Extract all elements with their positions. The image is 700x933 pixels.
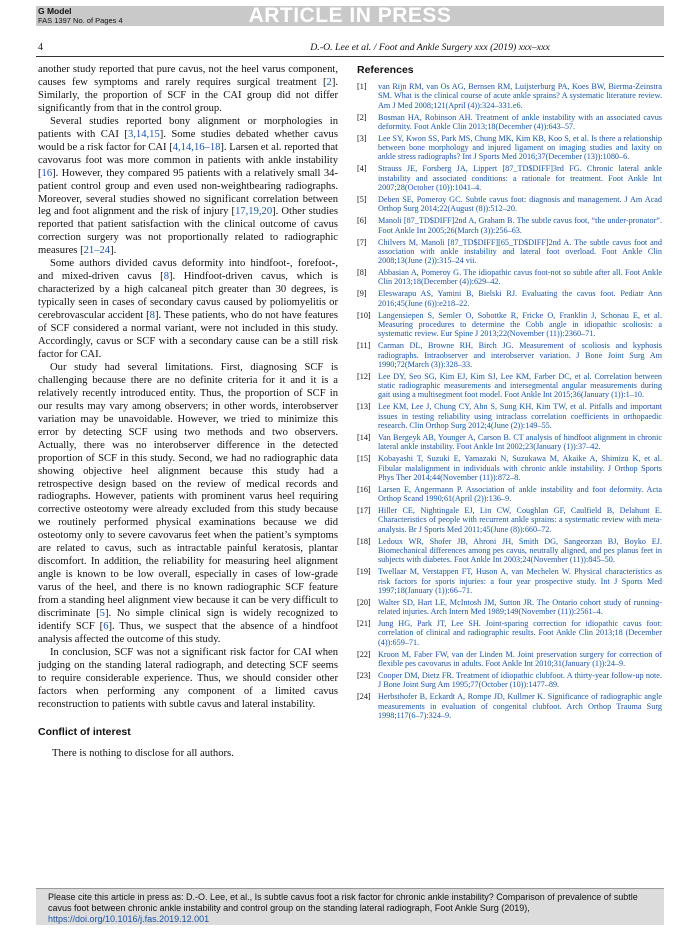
reference-number: [8] xyxy=(357,268,367,278)
citation-link[interactable]: 17,19,20 xyxy=(235,206,273,218)
reference-number: [2] xyxy=(357,112,367,122)
reference-text[interactable]: Twellaar M, Verstappen FT, Huson A, van Mechelen W. Physical characteristics as risk factors for sports injuries: a four year prospective study. Int J Sports Med 1997;18(January (1)):66–71. xyxy=(378,567,662,595)
journal-code: FAS 1397 No. of Pages 4 xyxy=(38,16,123,25)
running-head: D.-O. Lee et al. / Foot and Ankle Surgery xxx (2019) xxx–xxx xyxy=(310,42,550,53)
reference-number: [12] xyxy=(357,371,371,381)
citation-text: Please cite this article in press as: D.-O. Lee, et al., Is subtle cavus foot a risk factor for chronic ankle instability? Comparison of prevalence of subtle cavus foot between chronic ankle instability and control group on the standing lateral radiograph, Foot Ankle Surg (2019), xyxy=(48,892,638,913)
reference-text[interactable]: Van Bergeyk AB, Younger A, Carson B. CT analysis of hindfoot alignment in chronic lateral ankle instability. Foot Ankle Int 2002;23(January (1)):37–42. xyxy=(378,433,662,452)
reference-text[interactable]: Manoli [87_TD$DIFF]2nd A, Graham B. The subtle cavus foot, “the under-pronator”. Foot Ankle Int 2005;26(March (3)):256–63. xyxy=(378,216,662,235)
reference-item xyxy=(357,216,662,235)
paragraph: another study reported that pure cavus, not the heel varus component, causes few symptoms and rarely requires surgical treatment [2]. Similarly, the proportion of SCF in the CAI group did not differ significantly from that in the control group. xyxy=(38,64,338,114)
reference-text[interactable]: Lee KM, Lee J, Chung CY, Ahn S, Sung KH, Kim TW, et al. Pitfalls and important issues in testing reliability using intraclass correlation coefficients in orthopaedic research. Clin Orthop Surg 2012;4(June (2)):149–55. xyxy=(378,402,662,431)
reference-text[interactable]: van Rijn RM, van Os AG, Bernsen RM, Luijsterburg PA, Koes BW, Bierma-Zeinstra SM. What is the clinical course of acute ankle sprains? A systematic literature review. Am J Med 2008;121(April (4)):324–331.e6. xyxy=(378,82,662,110)
reference-item xyxy=(357,598,662,617)
reference-item xyxy=(357,485,662,504)
header-rule xyxy=(36,56,664,57)
reference-item xyxy=(357,619,662,647)
reference-number: [5] xyxy=(357,195,367,205)
reference-item xyxy=(357,402,662,430)
reference-text[interactable]: Strauss JE, Forsberg JA, Lippert [87_TD$DIFF]3rd FG. Chronic lateral ankle instability and associated conditions: a rationale for treatment. Foot Ankle Int 2007;28(October (10)):1041–4. xyxy=(378,164,662,193)
reference-item xyxy=(357,289,662,308)
paragraph: Our study had several limitations. First, diagnosing SCF is challenging because there are no definite criteria for it and it is a relatively recently introduced entity. Thus, the proportion of SCF in our results may vary among observers; in other words, interobserver variation may be unavoidable. However, we tried to minimize this error by detecting SCF using two methods and two observers. Actually, there was no interobserver difference in the detected proportion of SCF in this study. Second, we had no radiographic data showing objective heel alignment because this study had a retrospective design based on the review of medical records and radiographs. However, patients with prominent varus heel requiring corrective osteotomy were already excluded from this study because we routinely performed physical examinations because we did osteotomy only to severe cavovarus feet when the patient’s symptoms are related to cavus, such as intractable painful keratosis, plantar discomfort. In addition, the reliability for measuring heel alignment angle is known to be low overall, especially in cases of low-grade varus of the heel, and there is no known radiographic SCF feature from a standing heel alignment view because it can be very difficult to discriminate [5]. No simple clinical sign is widely recognized to identify SCF [6]. Thus, we suspect that the absence of a hindfoot analysis affected the outcome of this study. xyxy=(38,361,338,645)
reference-item xyxy=(357,650,662,669)
reference-number: [14] xyxy=(357,433,371,443)
reference-text[interactable]: Hiller CE, Nightingale EJ, Lin CW, Coughlan GF, Caulfield B, Delahunt E. Characteristics of people with recurrent ankle sprains: a systematic review with meta-analysis. Br J Sports Med 2011;45(June (8)):660–72. xyxy=(378,506,662,534)
doi-link[interactable]: https://doi.org/10.1016/j.fas.2019.12.001 xyxy=(48,914,210,924)
reference-text[interactable]: Langensiepen S, Semler O, Sobottke R, Fricke O, Franklin J, Schonau E, et al. Measuring procedures to determine the Cobb angle in idiopathic scoliosis: a systematic review. Eur Spine J 2013;22(November (11)):2360–71. xyxy=(378,310,662,339)
reference-text[interactable]: Bosman HA, Robinson AH. Treatment of ankle instability with an associated cavus deformity. Foot Ankle Clin 2013;18(December (4)):643–57. xyxy=(378,112,662,131)
conflict-of-interest-text: There is nothing to disclose for all authors. xyxy=(52,747,234,759)
citation-link[interactable]: 8 xyxy=(149,310,155,322)
citation-footer xyxy=(36,888,664,925)
reference-item xyxy=(357,341,662,369)
reference-number: [4] xyxy=(357,164,367,174)
article-status: ARTICLE IN PRESS xyxy=(248,4,452,27)
reference-number: [24] xyxy=(357,692,371,702)
reference-text[interactable]: Deben SE, Pomeroy GC. Subtle cavus foot: diagnosis and management. J Am Acad Orthop Surg 2014;22(August (8)):512–20. xyxy=(378,195,662,214)
citation-link[interactable]: 5 xyxy=(99,608,105,620)
reference-number: [7] xyxy=(357,237,367,247)
citation-link[interactable]: 8 xyxy=(163,271,169,283)
model-label: G Model xyxy=(38,6,72,16)
reference-number: [13] xyxy=(357,402,371,412)
reference-item xyxy=(357,692,662,720)
reference-item xyxy=(357,113,662,132)
reference-item xyxy=(357,268,662,287)
conflict-of-interest-heading: Conflict of interest xyxy=(38,725,131,738)
reference-number: [6] xyxy=(357,216,367,226)
reference-text[interactable]: Chilvers M, Manoli [87_TD$DIFF][65_TD$DIFF]2nd A. The subtle cavus foot and association with ankle instability and lateral foot overload. Foot Ankle Clin 2008;13(June (2)):315–24 vii. xyxy=(378,237,662,266)
reference-text[interactable]: Walter SD, Hart LE, McIntosh JM, Sutton JR. The Ontario cohort study of running-related injuries. Arch Intern Med 1989;149(November (11)):2561–4. xyxy=(378,597,662,617)
paragraph: Some authors divided cavus deformity into hindfoot-, forefoot-, and mixed-driven cavus [8]. Hindfoot-driven cavus, which is characterized by a high calcaneal pitch greater than 30 degrees, is typically seen in cases of secondary cavus caused by poliomyelitis or cerebrovascular accident [8]. These patients, who do not have features of SCF considered a normal variant, were not included in this study. Accordingly, cavus or SCF with a secondary cause can be a still risk factor for CAI. xyxy=(38,258,338,360)
reference-number: [18] xyxy=(357,536,371,546)
reference-number: [1] xyxy=(357,82,367,91)
reference-text[interactable]: Herbsthofer B, Eckardt A, Rompe JD, Kullmer K. Significance of radiographic angle measurements in evaluation of congenital clubfoot. Arch Orthop Trauma Surg 1998;117(6–7):324–9. xyxy=(378,692,662,720)
citation-link[interactable]: 21–24 xyxy=(83,245,111,257)
reference-item xyxy=(357,238,662,266)
reference-item xyxy=(357,164,662,192)
reference-number: [16] xyxy=(357,484,371,494)
citation-link[interactable]: 6 xyxy=(103,620,109,632)
reference-text[interactable]: Kobayashi T, Suzuki E, Yamazaki N, Suzukawa M, Akaike A, Shimizu K, et al. Fibular malalignment in individuals with chronic ankle instability. J Orthop Sports Phys Ther 2014;44(November (11)):872–8. xyxy=(378,454,662,482)
reference-text[interactable]: Kroon M, Faber FW, van der Linden M. Joint preservation surgery for correction of flexible pes cavovarus in adults. Foot Ankle Int 2010;31(January (1)):24–9. xyxy=(378,649,662,669)
reference-item xyxy=(357,311,662,339)
reference-text[interactable]: Eleswarapu AS, Yamini B, Bielski RJ. Evaluating the cavus foot. Pediatr Ann 2016;45(June (6)):e218–22. xyxy=(378,289,662,308)
citation-link[interactable]: 16 xyxy=(41,167,53,179)
citation-link[interactable]: 3,14,15 xyxy=(127,128,160,140)
reference-text[interactable]: Jung HG, Park JT, Lee SH. Joint-sparing correction for idiopathic cavus foot: correlation of clinical and radiographic results. Foot Ankle Clin 2013;18 (December (4)):659–71. xyxy=(378,619,662,647)
reference-item xyxy=(357,195,662,214)
reference-number: [15] xyxy=(357,454,371,464)
citation-link[interactable]: 4,14,16–18 xyxy=(172,141,221,153)
references-column xyxy=(357,64,662,723)
paragraph: Several studies reported bony alignment or morphologies in patients with CAI [3,14,15]. Some studies debated whether cavus would be a risk factor for CAI [4,14,16–18]. Larsen et al. reported that cavovarus foot was more common in patients with ankle instability [16]. However, they compared 95 patients with a relatively small 34-patient control group and even used non-weightbearing radiographs. Moreover, several studies showed no significant correlation between leg and foot alignment and the risk of injury [17,19,20]. Other studies reported that patient satisfaction with the clinical outcome of cavus correction surgery was not proportionally related to radiographic measures [21–24]. xyxy=(38,115,338,257)
reference-text[interactable]: Lee SY, Kwon SS, Park MS, Chung MK, Kim KB, Koo S, et al. Is there a relationship between bone morphology and injured ligament on imaging studies and laxity on ankle stress radiographs? Int J Sports Med 2016;37(December (13)):1080–6. xyxy=(378,133,662,162)
reference-number: [19] xyxy=(357,567,371,577)
reference-number: [11] xyxy=(357,341,371,351)
reference-number: [22] xyxy=(357,649,371,659)
reference-item xyxy=(357,433,662,452)
reference-text[interactable]: Ledoux WR, Shofer JB, Ahroni JH, Smith DG, Sangeorzan BJ, Boyko EJ. Biomechanical differences among pes cavus, neutrally aligned, and pes planus feet in subjects with diabetes. Foot Ankle Int 2003;24(November (11)):845–50. xyxy=(378,536,662,565)
reference-number: [3] xyxy=(357,133,367,143)
reference-number: [20] xyxy=(357,597,371,607)
reference-item xyxy=(357,671,662,690)
reference-number: [9] xyxy=(357,289,367,299)
reference-number: [10] xyxy=(357,310,371,320)
page-number: 4 xyxy=(38,42,43,53)
reference-item xyxy=(357,82,662,110)
reference-text[interactable]: Abbasian A, Pomeroy G. The idiopathic cavus foot-not so subtle after all. Foot Ankle Clin 2013;18(December (4)):629–42. xyxy=(378,268,662,287)
reference-number: [17] xyxy=(357,506,371,516)
body-column xyxy=(38,64,338,761)
reference-item xyxy=(357,506,662,534)
reference-number: [21] xyxy=(357,619,371,629)
references-heading: References xyxy=(357,64,414,76)
reference-item xyxy=(357,134,662,162)
reference-text[interactable]: Cooper DM, Dietz FR. Treatment of idiopathic clubfoot. A thirty-year follow-up note. J Bone Joint Surg Am 1995;77(October (10)):1477–89. xyxy=(378,671,662,690)
reference-text[interactable]: Carman DL, Browne RH, Birch JG. Measurement of scoliosis and kyphosis radiographs. Intraobserver and interobserver variation. J Bone Joint Surg Am 1990;72(March (3)):328–33. xyxy=(378,341,662,369)
article-in-press-banner xyxy=(36,6,664,26)
references-list xyxy=(357,82,662,720)
reference-number: [23] xyxy=(357,671,371,681)
citation-link[interactable]: 2 xyxy=(326,76,332,88)
reference-text[interactable]: Lee DY, Seo SG, Kim EJ, Kim SJ, Lee KM, Farber DC, et al. Correlation between static radiographic measurements and intersegmental angular measurements during gait using a multisegment foot model. Foot Ankle Int 2015;36(January (1)):1–10. xyxy=(378,371,662,400)
reference-item xyxy=(357,372,662,400)
reference-item xyxy=(357,454,662,482)
paragraph: In conclusion, SCF was not a significant risk factor for CAI when judging on the standing lateral radiograph, and detecting SCF seems to require considerable experience. Thus, we should consider other factors when performing any component of a limited cavus reconstruction to patients with subtle cavus and lateral instability. xyxy=(38,646,338,710)
reference-text[interactable]: Larsen E, Angermann P. Association of ankle instability and foot deformity. Acta Orthop Scand 1990;61(April (2)):136–9. xyxy=(378,484,662,504)
reference-item xyxy=(357,537,662,565)
reference-item xyxy=(357,567,662,595)
